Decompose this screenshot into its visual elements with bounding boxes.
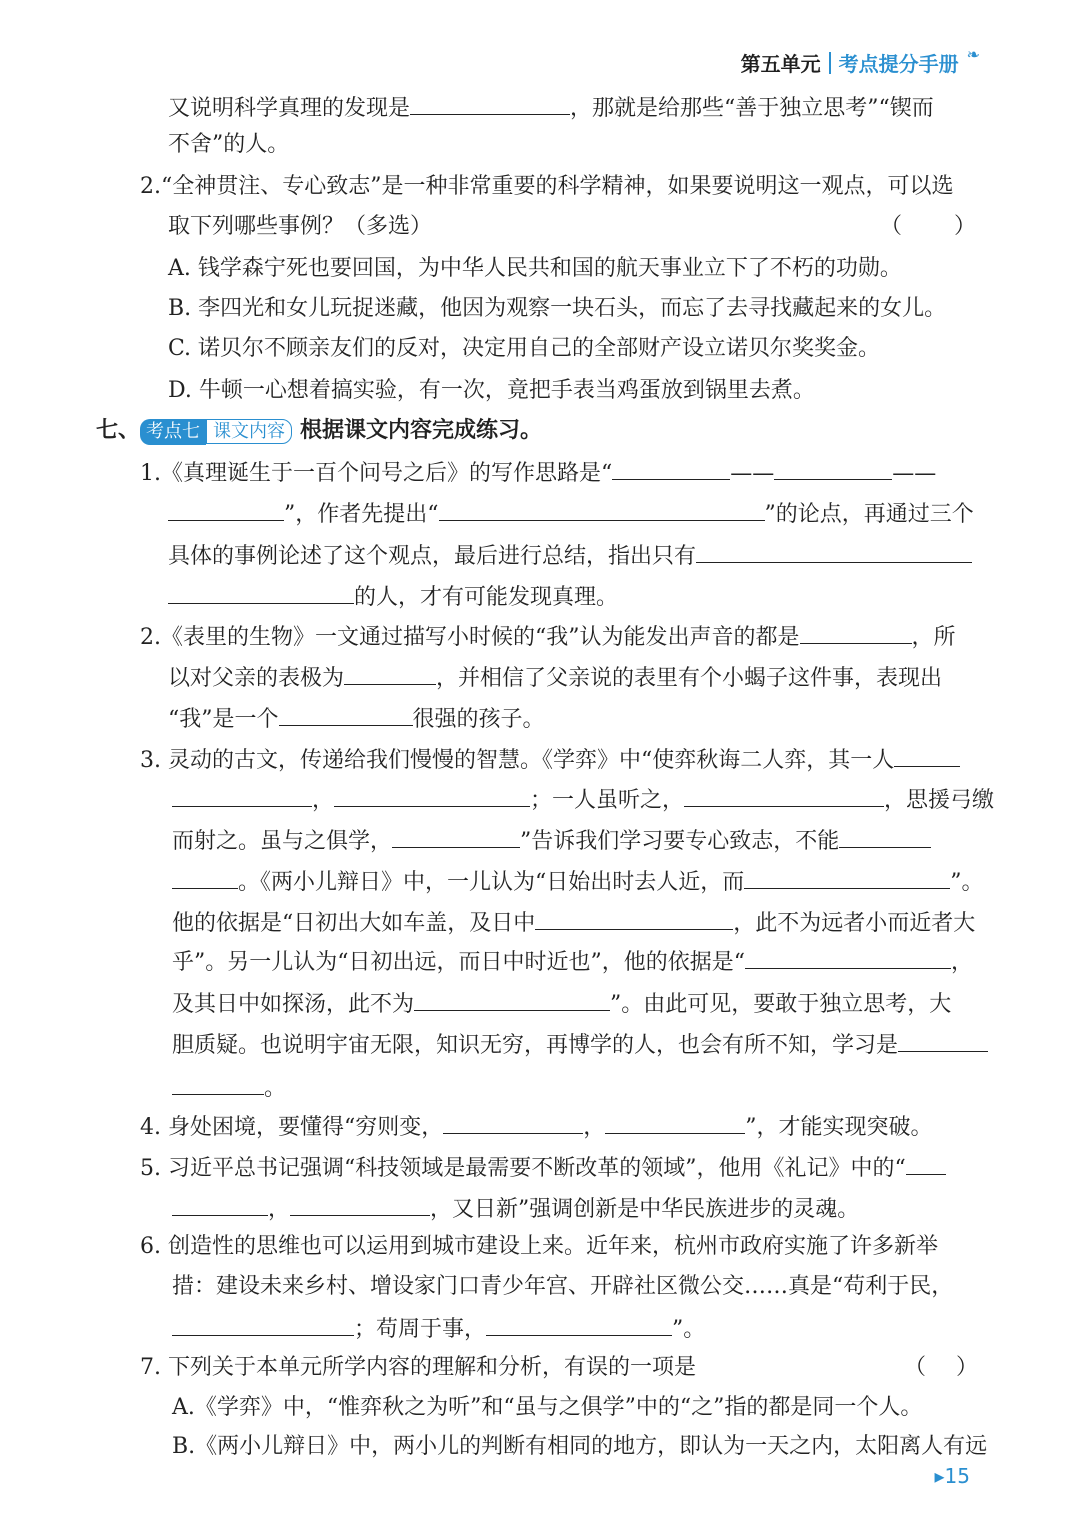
question-7-1: 1.《真理诞生于一百个问号之后》的写作思路是“ —— —— — [140, 457, 936, 489]
question-7-4: 4. 身处困境，要懂得“穷则变， ， ”，才能实现突破。 — [140, 1111, 933, 1143]
question-6-2-stem: 2.“全神贯注、专心致志”是一种非常重要的科学精神，如果要说明这一观点，可以选 — [140, 174, 954, 199]
answer-blank[interactable] — [279, 703, 413, 726]
option-d[interactable]: D. 牛顿一心想着搞实验，有一次，竟把手表当鸡蛋放到锅里去煮。 — [168, 378, 815, 403]
answer-paren[interactable]: （ ） — [880, 214, 977, 239]
answer-blank[interactable] — [696, 540, 972, 563]
answer-blank[interactable] — [774, 457, 892, 480]
text-line: 不舍”的人。 — [168, 132, 290, 157]
question-7-2: 2.《表里的生物》一文通过描写小时候的“我”认为能发出声音的都是 ，所 — [140, 621, 956, 653]
text-line: ， ；一人虽听之， ，思援弓缴 — [172, 784, 994, 816]
text-line: 以对父亲的表极为 ，并相信了父亲说的表里有个小蝎子这件事，表现出 — [168, 662, 942, 694]
text-line: 又说明科学真理的发现是 ，那就是给那些“善于独立思考”“锲而 — [168, 92, 934, 124]
section-7-heading: 七、 考点七 课文内容 根据课文内容完成练习。 — [96, 418, 543, 443]
answer-blank[interactable] — [172, 784, 312, 807]
text-line: 胆质疑。也说明宇宙无限，知识无穷，再博学的人，也会有所不知，学习是 — [172, 1029, 988, 1061]
answer-blank[interactable] — [894, 744, 960, 767]
answer-blank[interactable] — [168, 498, 284, 521]
answer-blank[interactable] — [684, 784, 884, 807]
text-line: 的人，才有可能发现真理。 — [168, 581, 618, 613]
unit-title: 第五单元 — [740, 52, 821, 76]
text-line: 他的依据是“日初出大如车盖，及日中 ，此不为远者小而近者大 — [172, 907, 975, 939]
page-number: ▸15 — [934, 1464, 970, 1488]
answer-blank[interactable] — [839, 825, 931, 848]
answer-paren[interactable]: （ ） — [904, 1355, 979, 1380]
answer-blank[interactable] — [410, 92, 570, 115]
question-7-6: 6. 创造性的思维也可以运用到城市建设上来。近年来，杭州市政府实施了许多新举 — [140, 1234, 938, 1259]
page-header — [740, 45, 980, 77]
answer-blank[interactable] — [172, 1313, 354, 1336]
leaf-icon: ❧ — [966, 45, 980, 64]
answer-blank[interactable] — [612, 457, 730, 480]
option-b[interactable]: B. 李四光和女儿玩捉迷藏，他因为观察一块石头，而忘了去寻找藏起来的女儿。 — [168, 296, 947, 321]
answer-blank[interactable] — [439, 498, 765, 521]
handbook-title: 考点提分手册 — [838, 52, 959, 76]
text-line: 而射之。虽与之俱学， ”告诉我们学习要专心致志，不能 — [172, 825, 931, 857]
question-7-3: 3. 灵动的古文，传递给我们慢慢的智慧。《学弈》中“使弈秋诲二人弈，其一人 — [140, 744, 960, 776]
answer-blank[interactable] — [898, 1029, 988, 1052]
answer-blank[interactable] — [443, 1111, 583, 1134]
answer-blank[interactable] — [290, 1193, 430, 1216]
answer-blank[interactable] — [486, 1313, 672, 1336]
answer-blank[interactable] — [168, 581, 354, 604]
text-line: “我”是一个 很强的孩子。 — [168, 703, 545, 735]
text-line: 。《两小儿辩日》中，一儿认为“日始出时去人近，而 ”。 — [172, 866, 984, 898]
header-divider — [829, 52, 831, 74]
option-b[interactable]: B.《两小儿辩日》中，两小儿的判断有相同的地方，即认为一天之内，太阳离人有远 — [172, 1434, 988, 1459]
answer-blank[interactable] — [535, 907, 733, 930]
option-a[interactable]: A. 钱学森宁死也要回国，为中华人民共和国的航天事业立下了不朽的功勋。 — [168, 256, 902, 281]
text-line: 。 — [172, 1072, 286, 1104]
answer-blank[interactable] — [172, 1072, 264, 1095]
text-line: 及其日中如探汤，此不为 ”。由此可见，要敢于独立思考，大 — [172, 988, 951, 1020]
answer-blank[interactable] — [414, 988, 610, 1011]
answer-blank[interactable] — [744, 866, 950, 889]
text-line: ；苟周于事， ”。 — [172, 1313, 705, 1345]
answer-blank[interactable] — [392, 825, 520, 848]
text-line: 具体的事例论述了这个观点，最后进行总结，指出只有 — [168, 540, 972, 572]
option-a[interactable]: A.《学弈》中，“惟弈秋之为听”和“虽与之俱学”中的“之”指的都是同一个人。 — [172, 1395, 923, 1420]
option-c[interactable]: C. 诺贝尔不顾亲友们的反对，决定用自己的全部财产设立诺贝尔奖奖金。 — [168, 336, 881, 361]
text-line: ， ，又日新”强调创新是中华民族进步的灵魂。 — [172, 1193, 859, 1225]
question-6-2-stem-line2: 取下列哪些事例？（多选） — [168, 214, 433, 239]
answer-blank[interactable] — [172, 866, 238, 889]
answer-blank[interactable] — [172, 1193, 268, 1216]
answer-blank[interactable] — [334, 784, 530, 807]
tag-kaodian: 考点七 — [140, 419, 206, 445]
answer-blank[interactable] — [605, 1111, 745, 1134]
question-7-7: 7. 下列关于本单元所学内容的理解和分析，有误的一项是 — [140, 1355, 696, 1380]
answer-blank[interactable] — [906, 1152, 946, 1175]
answer-blank[interactable] — [344, 662, 436, 685]
answer-blank[interactable] — [745, 946, 951, 969]
text-line: ”，作者先提出“ ”的论点，再通过三个 — [168, 498, 974, 530]
text-line: 措：建设未来乡村、增设家门口青少年宫、开辟社区微公交……真是“苟利于民， — [172, 1274, 954, 1299]
answer-blank[interactable] — [800, 621, 912, 644]
question-7-5: 5. 习近平总书记强调“科技领域是最需要不断改革的领域”，他用《礼记》中的“ — [140, 1152, 946, 1184]
tag-kewen: 课文内容 — [206, 419, 292, 444]
text-line: 乎”。另一儿认为“日初出远，而日中时近也”，他的依据是“ ， — [172, 946, 973, 978]
